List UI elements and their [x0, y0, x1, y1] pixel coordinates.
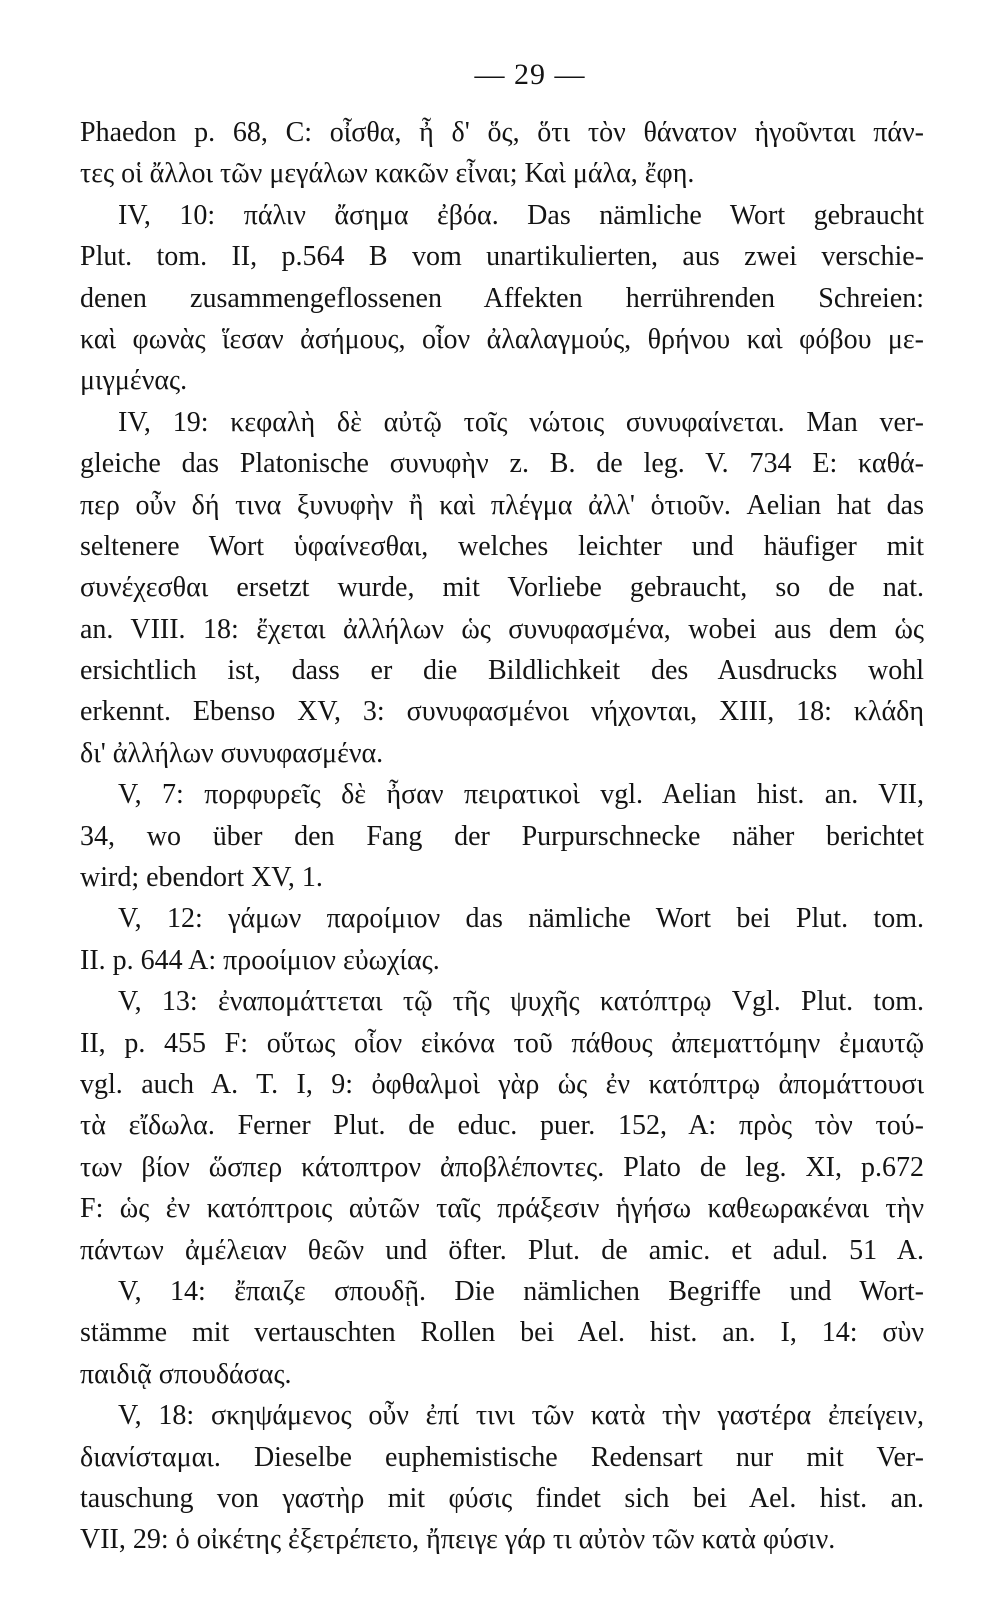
- text-line: stämme mit vertauschten Rollen bei Ael. hist. an. I, 14: σὺν: [80, 1317, 924, 1349]
- text-line: V, 7: πορφυρεῖς δὲ ἦσαν πειρατικοὶ vgl. Aelian hist. an. VII,: [118, 779, 924, 811]
- text-line: II. p. 644 A: προοίμιον εὐωχίας.: [80, 944, 440, 976]
- text-line: περ οὖν δή τινα ξυνυφὴν ἢ καὶ πλέγμα ἀλλ' ὁτιοῦν. Aelian hat das: [80, 489, 924, 521]
- text-line: Phaedon p. 68, C: οἶσθα, ἦ δ' ὅς, ὅτι τὸν θάνατον ἡγοῦνται πάν-: [80, 117, 924, 148]
- text-line: V, 13: ἐναπομάττεται τῷ τῆς ψυχῆς κατόπτρῳ Vgl. Plut. tom.: [118, 986, 924, 1018]
- text-line: ersichtlich ist, dass er die Bildlichkeit des Ausdrucks wohl: [80, 655, 924, 687]
- text-line: 34, wo über den Fang der Purpurschnecke näher berichtet: [80, 820, 924, 852]
- text-line: μιγμένας.: [80, 365, 188, 397]
- text-line: τὰ εἴδωλα. Ferner Plut. de educ. puer. 152, A: πρὸς τὸν τού-: [80, 1110, 924, 1142]
- text-line: II, p. 455 F: οὕτως οἷον εἰκόνα τοῦ πάθους ἀπεματτόμην ἐμαυτῷ: [80, 1027, 924, 1059]
- text-line: διανίσταμαι. Dieselbe euphemistische Redensart nur mit Ver-: [80, 1441, 924, 1473]
- text-line: IV, 10: πάλιν ἄσημα ἐβόα. Das nämliche Wort gebraucht: [118, 199, 924, 231]
- text-line: F: ὡς ἐν κατόπτροις αὐτῶν ταῖς πράξεσιν ἡγήσω καθεωρακέναι τὴν: [80, 1193, 924, 1225]
- text-line: denen zusammengeflossenen Affekten herrührenden Schreien:: [80, 282, 924, 314]
- text-line: erkennt. Ebenso XV, 3: συνυφασμένοι νήχονται, XIII, 18: κλάδη: [80, 696, 924, 728]
- text-line: καὶ φωνὰς ἵεσαν ἀσήμους, οἷον ἀλαλαγμούς, θρήνου καὶ φόβου με-: [80, 323, 924, 355]
- text-line: VII, 29: ὁ οἰκέτης ἐξετρέπετο, ἤπειγε γάρ τι αὐτὸν τῶν κατὰ φύσιν.: [80, 1524, 836, 1556]
- text-line: των βίον ὥσπερ κάτοπτρον ἀποβλέποντες. Plato de leg. XI, p.672: [80, 1151, 924, 1183]
- text-line: δι' ἀλλήλων συνυφασμένα.: [80, 737, 384, 769]
- text-line: Plut. tom. II, p.564 B vom unartikulierten, aus zwei verschie-: [80, 241, 924, 273]
- text-line: tauschung von γαστὴρ mit φύσις findet sich bei Ael. hist. an.: [80, 1482, 924, 1514]
- text-line: V, 14: ἔπαιζε σπουδῇ. Die nämlichen Begriffe und Wort-: [118, 1275, 924, 1307]
- text-line: V, 18: σκηψάμενος οὖν ἐπί τινι τῶν κατὰ τὴν γαστέρα ἐπείγειν,: [118, 1400, 924, 1432]
- text-line: wird; ebendort XV, 1.: [80, 862, 323, 894]
- text-line: seltenere Wort ὑφαίνεσθαι, welches leichter und häufiger mit: [80, 530, 924, 562]
- text-line: παιδιᾷ σπουδάσας.: [80, 1358, 292, 1390]
- text-line: gleiche das Platonische συνυφὴν z. B. de leg. V. 734 E: καθά-: [80, 448, 924, 480]
- text-line: πάντων ἀμέλειαν θεῶν und öfter. Plut. de amic. et adul. 51 A.: [80, 1234, 924, 1266]
- text-line: συνέχεσθαι ersetzt wurde, mit Vorliebe gebraucht, so de nat.: [80, 572, 924, 604]
- text-line: an. VIII. 18: ἔχεται ἀλλήλων ὡς συνυφασμένα, wobei aus dem ὡς: [80, 613, 924, 645]
- text-line: IV, 19: κεφαλὴ δὲ αὐτῷ τοῖς νώτοις συνυφαίνεται. Man ver-: [118, 406, 924, 438]
- body-text: [80, 112, 924, 1561]
- page-number: — 29 —: [474, 58, 586, 91]
- text-line: V, 12: γάμων παροίμιον das nämliche Wort bei Plut. tom.: [118, 903, 924, 935]
- text-line: vgl. auch A. T. I, 9: ὀφθαλμοὶ γὰρ ὡς ἐν κατόπτρῳ ἀπομάττουσι: [80, 1068, 924, 1100]
- text-line: τες οἱ ἄλλοι τῶν μεγάλων κακῶν εἶναι; Καὶ μάλα, ἔφη.: [80, 158, 695, 190]
